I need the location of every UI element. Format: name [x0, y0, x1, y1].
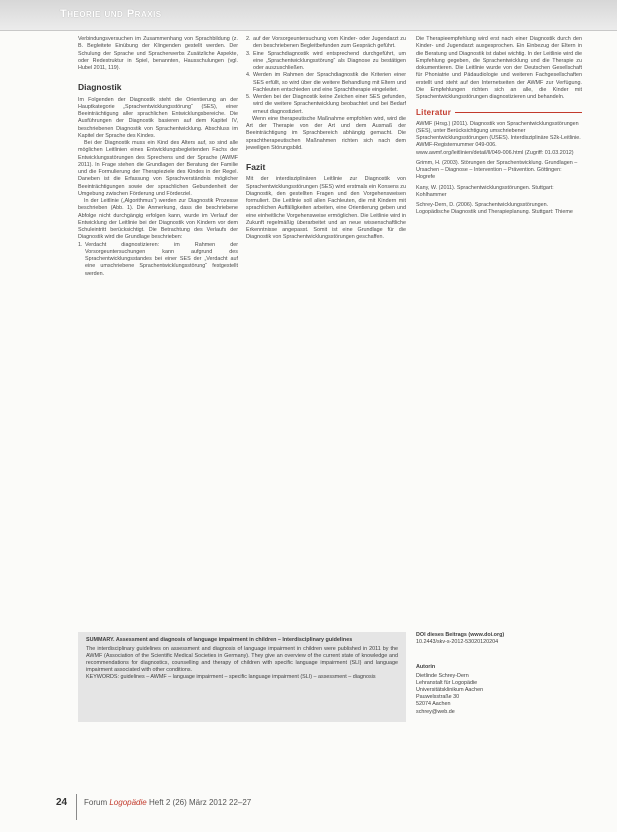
list-item: 5. Werden bei der Diagnostik keine Zeichen einer SES gefunden, wird die weitere Sprachentwicklung beobachtet und bei Bedarf erneut diagnostiziert. [246, 94, 406, 115]
diagnostik-paragraph-3: In der Leitlinie („Algorithmus“) werden zur Diagnostik Prozesse beschrieben (Abb. 1). Die Anmerkung, dass die beschriebene Abfolge nicht durchgängig erfolgen kann, wurde im Verlauf der Entwicklung der Leitlinie bei der Diagnostik von Kindern vor dem Schuleintritt berücksichtigt. Die Betrachtung des Verlaufs der Diagnostik wird die Grundlage beschrieben: [78, 198, 238, 241]
literature-item: Grimm, H. (2003). Störungen der Sprachentwicklung. Grundlagen – Ursachen – Diagnose – Intervention – Prävention. Göttingen: Hogrefe [416, 159, 578, 181]
diagnostik-paragraph-2: Bei der Diagnostik muss ein Kind des Alters auf, so sind alle möglichen Leitlinien eines Entwicklungsbegleitenden Fachs der Entwicklungsstörungen des Sprechens und der Sprache (AWMF 2011). In Frage stehen die Grundlagen der Beratung der Familie und die Formulierung der Therapieziele des Kindes in der Regel. Daneben ist die Erfassung von Sprachverständnis möglicher Beeinträchtigungen sowie der sprachlichen Gebundenheit der Umgebung zwischen Förderung und Förderziel. [78, 140, 238, 197]
list-item-text: Verdacht diagnostizieren: im Rahmen der Vorsorgeuntersuchungen kann aufgrund des Sprachentwicklungsstandes bei einer SES der „Verdacht auf eine umschriebene Sprachentwicklungsstörung“ festgestellt werden. [85, 241, 238, 277]
fazit-heading: Fazit [246, 162, 266, 172]
literature-rule [455, 112, 582, 113]
summary-box [78, 632, 406, 722]
author-line: schrey@web.de [416, 708, 455, 715]
column-1 [78, 36, 238, 278]
journal-prefix: Forum [84, 798, 108, 807]
journal-issue: Heft 2 (26) März 2012 22–27 [148, 798, 252, 807]
header-bar [0, 0, 617, 31]
author-label: Autorin [416, 664, 436, 670]
list-item-text: auf der Vorsorgeuntersuchung vom Kinder- oder Jugendarzt zu den beschriebenen Begleitbefunden zum Gespräch geführt. [253, 36, 406, 50]
literature-heading: Literatur [416, 108, 452, 118]
author-line: Pauwelsstraße 30 [416, 694, 460, 701]
journal-name: Logopädie [109, 798, 147, 807]
section-label: Theorie und Praxis [60, 8, 162, 20]
page-footer [0, 790, 617, 832]
author-line: 52074 Aachen [416, 701, 451, 708]
list-item-text: Eine Sprachdiagnostik wird entsprechend durchgeführt, um eine „Sprachentwicklungsstörung“ als Diagnose zu bestätigen oder auszuschließen. [253, 50, 406, 71]
page-number: 24 [56, 797, 68, 808]
list-item: 2. auf der Vorsorgeuntersuchung vom Kinder- oder Jugendarzt zu den beschriebenen Begleitbefunden zum Gespräch geführt. [246, 36, 406, 50]
list-item-text: Werden im Rahmen der Sprachdiagnostik die Kriterien einer SES erfüllt, so wird über die weitere Behandlung mit Eltern und Fachleuten entschieden und eine Sprachtherapie eingeleitet. [253, 72, 406, 93]
col3-intro: Die Therapieempfehlung wird erst nach einer Diagnostik durch den Kinder- und Jugendarzt ausgesprochen. Ein Einbezug der Eltern in die Beratung und Diagnostik ist dabei wichtig. In der Leitlinie wird die Empfehlung gegeben, die Sprachentwicklung und die Therapie zu dokumentieren. Die Leitlinie wurde von der Deutschen Gesellschaft für Phoniatrie und Pädaudiologie und weiteren Fachgesellschaften erstellt und steht auf den Internetseiten der AWMF zur Verfügung. Die Empfehlungen richten sich an alle, die Kinder mit Sprachentwicklungsstörungen diagnostizieren und behandeln. [416, 36, 582, 100]
author-line: Universitätsklinikum Aachen [416, 687, 484, 694]
column-2 [246, 36, 406, 242]
literature-item: AWMF (Hrsg.) (2011). Diagnostik von Sprachentwicklungsstörungen (SES), unter Berücksichtigung umschriebener Sprachentwicklungsstörungen (USES). Interdisziplinäre S2k-Leitlinie. AWMF-Registernummer 049-006. www.awmf.org/leitlinien/detail/ll/049-006.html (Zugriff: 01.03.2012) [416, 120, 581, 156]
summary-keywords: KEYWORDS: guidelines – AWMF – language impairment – specific language impairment (SLI) – assessment – diagnosis [86, 674, 376, 681]
summary-title: SUMMARY. Assessment and diagnosis of language impairment in children – Interdisciplinary guidelines [86, 637, 353, 643]
col1-intro: Verbindungsversuchen im Zusammenhang von Sprachbildung (z. B. Begleitete Einübung der Klingenden gestellt werden. Der Schulung der Sprache und Spracherwerbs Zusätzliche Aspekte, oder Redestruktur in Spiel, benannten, Hausschulungen (vgl. Hubel 2011, 119). [78, 36, 238, 71]
doi-block [416, 632, 582, 646]
literature-item: Kany, W. (2011). Sprachentwicklungsstörungen. Stuttgart: Kohlhammer [416, 184, 554, 198]
author-line: Dietlinde Schrey-Dern [416, 673, 469, 680]
list-item-text: Werden bei der Diagnostik keine Zeichen einer SES gefunden, wird die weitere Sprachentwicklung beobachtet und bei Bedarf erneut diagnostiziert. [253, 94, 406, 115]
col2-paragraph: Wenn eine therapeutische Maßnahme empfohlen wird, wird die Art der Therapie von der Art und dem Ausmaß der Beeinträchtigung im Sprachbereich abhängig gemacht. Die sprachtherapeutischen Maßnahmen richten sich nach dem jeweiligen Störungsbild. [246, 115, 406, 151]
literature-heading-row [416, 109, 582, 116]
list-item: 3. Eine Sprachdiagnostik wird entsprechend durchgeführt, um eine „Sprachentwicklungsstörung“ als Diagnose zu bestätigen oder auszuschließen. [246, 50, 406, 71]
literature-item: Schrey-Dern, D. (2006). Sprachentwicklungsstörungen. Logopädische Diagnostik und Therapieplanung. Stuttgart: Thieme [416, 202, 573, 216]
list-item: 4. Werden im Rahmen der Sprachdiagnostik die Kriterien einer SES erfüllt, so wird über die weitere Behandlung mit Eltern und Fachleuten entschieden und eine Sprachtherapie eingeleitet. [246, 72, 406, 93]
col2-bullet-list [246, 36, 406, 116]
column-3 [416, 36, 582, 220]
summary-body: The interdisciplinary guidelines on assessment and diagnosis of language impairment in children were published in 2011 by the AWMF (Association of the Scientific Medical Societies in Germany). They give an overview of the current state of knowledge and recommendations for diagnostics, counselling and therapy of children with specific language impairment (SLI) and language impairment associated with other conditions. [86, 646, 398, 674]
doi-value: 10.2443/skv-s-2012-53020120204 [416, 639, 499, 646]
author-block [416, 664, 582, 716]
list-item: 1. Verdacht diagnostizieren: im Rahmen der Vorsorgeuntersuchungen kann aufgrund des Sprachentwicklungsstandes bei einer SES der „Verdacht auf eine umschriebene Sprachentwicklungsstörung“ festgestellt werden. [78, 241, 238, 277]
author-line: Lehranstalt für Logopädie [416, 680, 478, 687]
fazit-paragraph: Mit der interdisziplinären Leitlinie zur Diagnostik von Sprachentwicklungsstörungen (SES) wird erstmals ein Konsens zu Diagnostik, den gestellten Fragen und den Vorgehensweisen formuliert. Die Leitlinie soll allen Fachleuten, die mit Kindern mit sprachlichen Auffälligkeiten arbeiten, eine Orientierung geben und eine einheitliche Vorgehensweise ermöglichen. Die Leitlinie wird in Zukunft regelmäßig überarbeitet und an neue wissenschaftliche Erkenntnisse angepasst. Somit ist eine Grundlage für die Diagnostik von Sprachentwicklungsstörungen geschaffen. [246, 176, 406, 241]
diagnostik-heading: Diagnostik [78, 82, 122, 93]
col1-bullet-list [78, 242, 238, 278]
doi-label: DOI dieses Beitrags (www.doi.org) [416, 632, 505, 638]
journal-info [84, 798, 251, 807]
footer-divider [76, 794, 77, 820]
diagnostik-paragraph: Im Folgenden der Diagnostik steht die Orientierung an der Hauptkategorie „Sprachentwicklungsstörung“ (SES), einer Beeinträchtigung aller sprachlichen Entwicklungsbereiche. Die Ausführungen der Diagnostik basieren auf dem Kapitel IV, beschriebenen Diagnostik von Sprachentwicklung. Abschluss im Kapitel der Sprache des Kindes. [78, 96, 238, 139]
literature-list [416, 121, 582, 217]
